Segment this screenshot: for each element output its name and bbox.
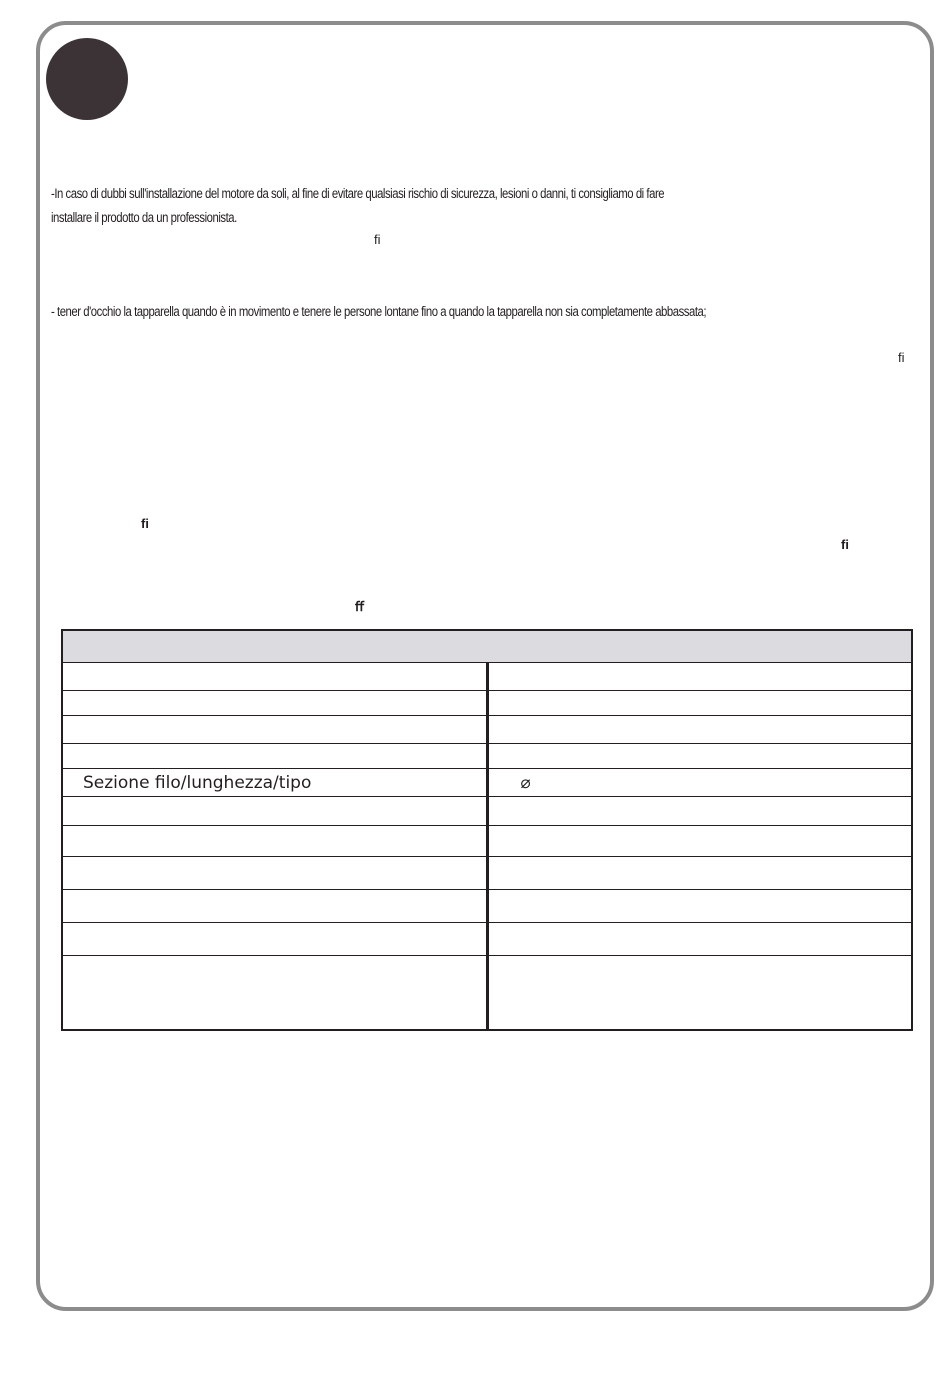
spec-label: [62, 716, 487, 744]
spec-table: [61, 629, 913, 1031]
ligature-fi: ﬁ: [841, 537, 849, 552]
spec-label: [62, 826, 487, 857]
spec-label: [62, 890, 487, 923]
section-badge: [46, 38, 128, 120]
spec-label: Sezione filo/lunghezza/tipo: [62, 769, 487, 797]
spec-table-header: [62, 630, 912, 663]
spec-value: [487, 857, 912, 890]
spec-value: [487, 797, 912, 826]
table-row: [62, 923, 912, 956]
spec-value: [487, 663, 912, 691]
spec-label: [62, 923, 487, 956]
table-row: [62, 857, 912, 890]
safety-paragraph-line-2: installare il prodotto da un professionista.: [51, 210, 237, 225]
table-row: [62, 663, 912, 691]
spec-value: [487, 890, 912, 923]
table-row: [62, 744, 912, 769]
table-row: [62, 890, 912, 923]
spec-label: [62, 744, 487, 769]
spec-table-header-cell: [62, 630, 912, 663]
spec-label: [62, 956, 487, 1030]
spec-value: [487, 716, 912, 744]
ligature-fi: ﬁ: [374, 232, 381, 247]
spec-value: [487, 956, 912, 1030]
table-row: [62, 826, 912, 857]
safety-paragraph-line-1: -In caso di dubbi sull'installazione del motore da soli, al fine di evitare qualsiasi rischio di sicurezza, lesioni o danni, ti consigliamo di fare: [51, 186, 665, 201]
table-row: [62, 956, 912, 1030]
ligature-fi: ﬁ: [898, 350, 905, 365]
spec-label: [62, 857, 487, 890]
shutter-warning-paragraph: - tener d'occhio la tapparella quando è in movimento e tenere le persone lontane fino a quando la tapparella non sia completamente abbassata;: [51, 304, 707, 319]
spec-value: [487, 826, 912, 857]
spec-label: [62, 663, 487, 691]
ligature-fi: ﬁ: [141, 516, 149, 531]
spec-label: [62, 691, 487, 716]
spec-value: [487, 923, 912, 956]
spec-value: [487, 691, 912, 716]
table-row: [62, 716, 912, 744]
table-row: [62, 769, 912, 797]
table-row: [62, 797, 912, 826]
spec-label: [62, 797, 487, 826]
spec-value: [487, 744, 912, 769]
ligature-ff: ﬀ: [355, 599, 364, 614]
table-row: [62, 691, 912, 716]
diameter-symbol: ⌀: [487, 769, 912, 797]
